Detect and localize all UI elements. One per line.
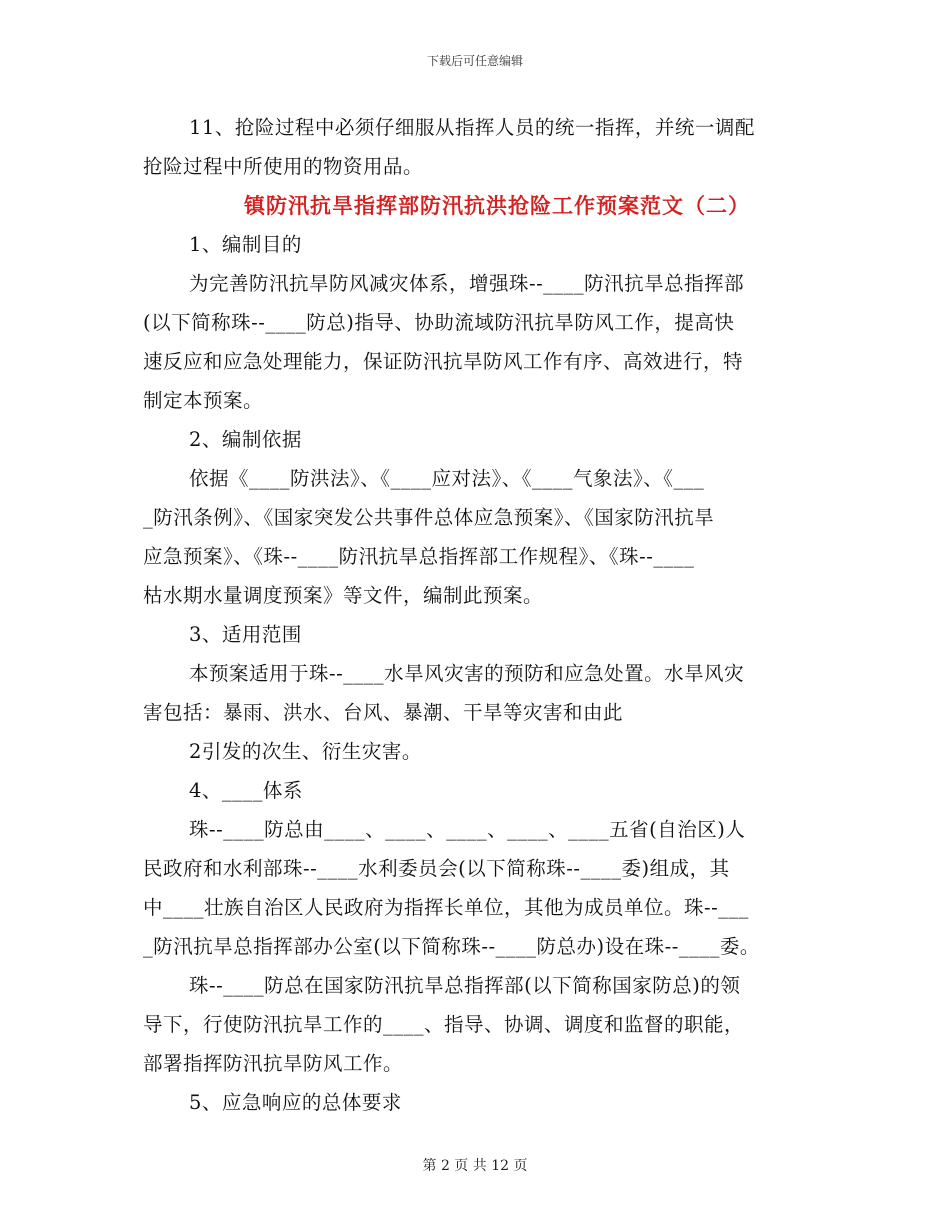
section-4-heading: 4、____体系 [189,779,303,802]
section-3-heading: 3、适用范围 [189,623,302,646]
section-4-para-1-line-3: 中____壮族自治区人民政府为指挥长单位，其他为成员单位。珠--___ [143,896,749,919]
section-2-heading: 2、编制依据 [189,428,302,451]
section-1-line-4: 制定本预案。 [143,389,264,412]
section-2-line-1: 依据《____防洪法》、《____应对法》、《____气象法》、《___ [189,467,705,490]
section-2-line-2: _防汛条例》、《国家突发公共事件总体应急预案》、《国家防汛抗旱 [143,506,715,529]
section-5-heading: 5、应急响应的总体要求 [189,1091,402,1114]
section-2-line-3: 应急预案》、《珠--____防汛抗旱总指挥部工作规程》、《珠--____ [143,545,695,568]
page-number: 第 2 页 共 12 页 [422,1158,528,1174]
section-4-para-2-line-3: 部署指挥防汛抗旱防风工作。 [143,1052,404,1075]
section-1-heading: 1、编制目的 [189,233,302,256]
section-2-line-4: 枯水期水量调度预案》等文件，编制此预案。 [143,584,544,607]
section-1-line-1: 为完善防汛抗旱防风减灾体系，增强珠--____防汛抗旱总指挥部 [189,272,745,295]
section-4-para-2-line-2: 导下，行使防汛抗旱工作的____、指导、协调、调度和监督的职能， [143,1013,745,1036]
section-3-line-1: 本预案适用于珠--____水旱风灾害的预防和应急处置。水旱风灾 [189,662,745,685]
section-1-line-3: 速反应和应急处理能力，保证防汛抗旱防风工作有序、高效进行，特 [143,350,744,373]
section-4-para-1-line-1: 珠--____防总由____、____、____、____、____五省(自治区)人 [189,818,746,841]
document-body [143,108,811,1122]
section-1-line-2: (以下简称珠--____防总)指导、协助流域防汛抗旱防风工作，提高快 [143,311,735,334]
page-header: 下载后可任意编辑 [426,54,523,68]
section-4-para-1-line-4: _防汛抗旱总指挥部办公室(以下简称珠--____防总办)设在珠--____委。 [143,935,760,958]
section-3-line-2: 害包括：暴雨、洪水、台风、暴潮、干旱等灾害和由此 [143,701,624,724]
section-4-para-1-line-2: 民政府和水利部珠--____水利委员会(以下简称珠--____委)组成，其 [143,857,730,880]
para-11-line-1: 11、抢险过程中必须仔细服从指挥人员的统一指挥，并统一调配 [189,116,755,139]
para-11-line-2: 抢险过程中所使用的物资用品。 [143,155,424,178]
document-title: 镇防汛抗旱指挥部防汛抗洪抢险工作预案范文（二） [244,193,750,218]
section-4-para-2-line-1: 珠--____防总在国家防汛抗旱总指挥部(以下简称国家防总)的领 [189,974,741,997]
section-3-line-3: 2引发的次生、衍生灾害。 [189,740,422,763]
